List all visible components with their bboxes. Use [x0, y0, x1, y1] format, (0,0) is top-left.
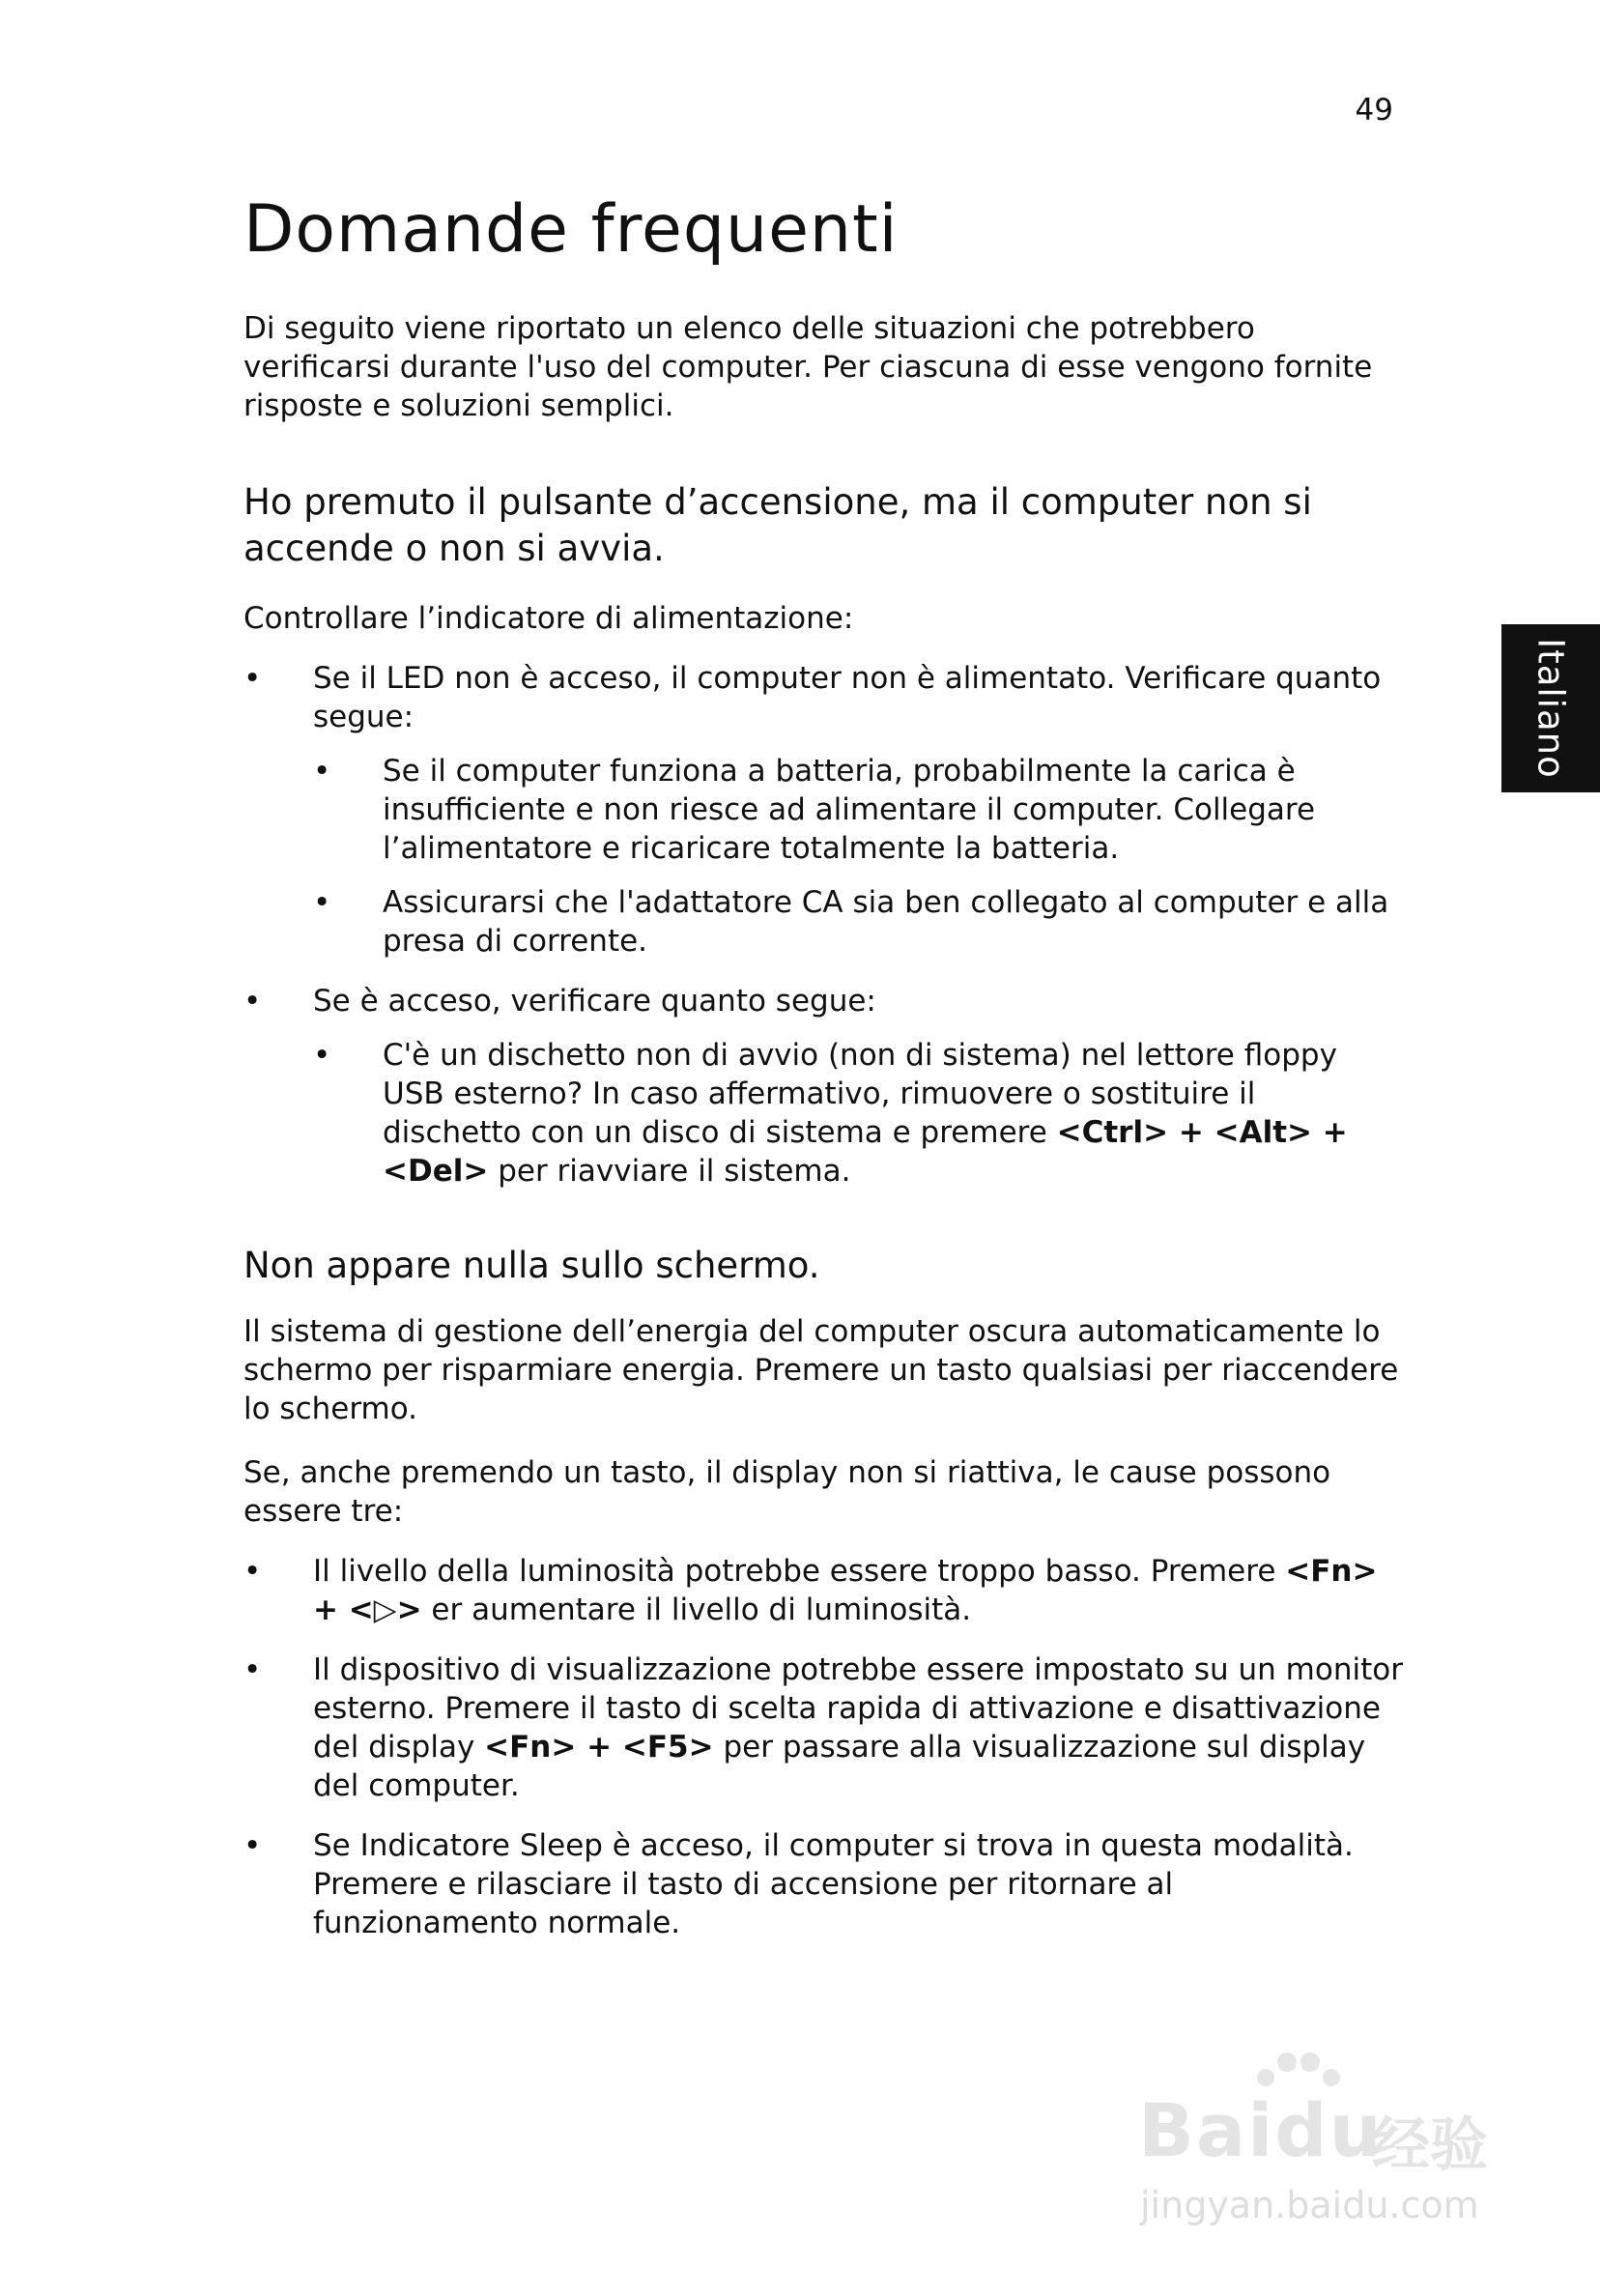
list-item-text: Se Indicatore Sleep è acceso, il computer si trova in questa modalità. Premere e rilasciare il tasto di accensione per ritornare al funzionamento normale.	[313, 1828, 1354, 1940]
list-item-text: per passare alla visualizzazione sul display del computer.	[313, 1730, 1366, 1803]
list-item-text: Il dispositivo di visualizzazione potrebbe essere impostato su un monitor esterno. Premere il tasto di scelta rapida di attivazione e disattivazione del display	[313, 1652, 1403, 1765]
section-heading-power: Ho premuto il pulsante d’accensione, ma il computer non si accende o non si avvia.	[243, 481, 1312, 569]
document-body	[243, 189, 1403, 1942]
sub-list-item-text: Se il computer funziona a batteria, probabilmente la carica è insufficiente e non riesce ad alimentare il computer. Collegare l’alimentatore e ricaricare totalmente la batteria.	[383, 754, 1316, 866]
bullet-icon: •	[243, 1554, 262, 1589]
sub-list-item-text: C'è un dischetto non di avvio (non di sistema) nel lettore floppy USB esterno? In caso affermativo, rimuovere o sostituire il dischetto con un disco di sistema e premere	[383, 1038, 1337, 1150]
list-item	[243, 1650, 1403, 1805]
bullet-icon: •	[313, 754, 331, 789]
language-tab-label: Italiano	[1529, 638, 1572, 779]
screen-paragraph-2: Se, anche premendo un tasto, il display non si riattiva, le cause possono essere tre:	[243, 1455, 1331, 1529]
sub-list-item	[313, 883, 1403, 961]
key-combo: <Fn> + <▷>	[313, 1554, 1378, 1627]
bullet-icon: •	[243, 984, 262, 1019]
bullet-icon: •	[243, 1652, 262, 1687]
power-checklist	[243, 659, 1403, 1191]
watermark-url: jingyan.baidu.com	[1140, 2184, 1479, 2226]
baidu-watermark	[1130, 2049, 1517, 2242]
intro-paragraph: Di seguito viene riportato un elenco delle situazioni che potrebbero verificarsi durante l'uso del computer. Per ciascuna di esse vengono fornite risposte e soluzioni semplici.	[243, 311, 1373, 423]
sub-list-item-text: Assicurarsi che l'adattatore CA sia ben collegato al computer e alla presa di corrente.	[383, 885, 1389, 959]
list-item-text: er aumentare il livello di luminosità.	[421, 1593, 972, 1627]
sub-list-item	[313, 752, 1403, 868]
sub-list-item	[313, 1036, 1403, 1191]
page-title: Domande frequenti	[243, 191, 899, 268]
list-item-text: Se è acceso, verificare quanto segue:	[313, 984, 876, 1019]
list-item-text: Se il LED non è acceso, il computer non è alimentato. Verificare quanto segue:	[313, 661, 1382, 734]
key-combo: <Fn> + <F5>	[484, 1730, 714, 1765]
list-item	[243, 1826, 1403, 1942]
screen-paragraph-1: Il sistema di gestione dell’energia del computer oscura automaticamente lo schermo per risparmiare energia. Premere un tasto qualsiasi per riaccendere lo schermo.	[243, 1314, 1399, 1426]
bullet-icon: •	[313, 885, 331, 920]
list-item	[243, 1552, 1403, 1629]
power-lead: Controllare l’indicatore di alimentazione:	[243, 601, 854, 636]
bullet-icon: •	[243, 661, 262, 696]
language-tab	[1501, 624, 1600, 792]
sub-list	[313, 752, 1403, 961]
list-item	[243, 659, 1403, 961]
screen-checklist	[243, 1552, 1403, 1942]
sub-list	[313, 1036, 1403, 1191]
sub-list-item-text: per riavviare il sistema.	[488, 1154, 851, 1189]
list-item-text: Il livello della luminosità potrebbe essere troppo basso. Premere	[313, 1554, 1286, 1589]
bullet-icon: •	[243, 1828, 262, 1863]
watermark-cn: 经验	[1372, 2111, 1488, 2179]
list-item	[243, 982, 1403, 1191]
watermark-brand: Baidu	[1138, 2087, 1384, 2173]
page-number: 49	[1355, 93, 1393, 128]
section-heading-screen: Non appare nulla sullo schermo.	[243, 1245, 820, 1286]
bullet-icon: •	[313, 1038, 331, 1073]
key-combo: <Ctrl> + <Alt> + <Del>	[383, 1115, 1348, 1189]
